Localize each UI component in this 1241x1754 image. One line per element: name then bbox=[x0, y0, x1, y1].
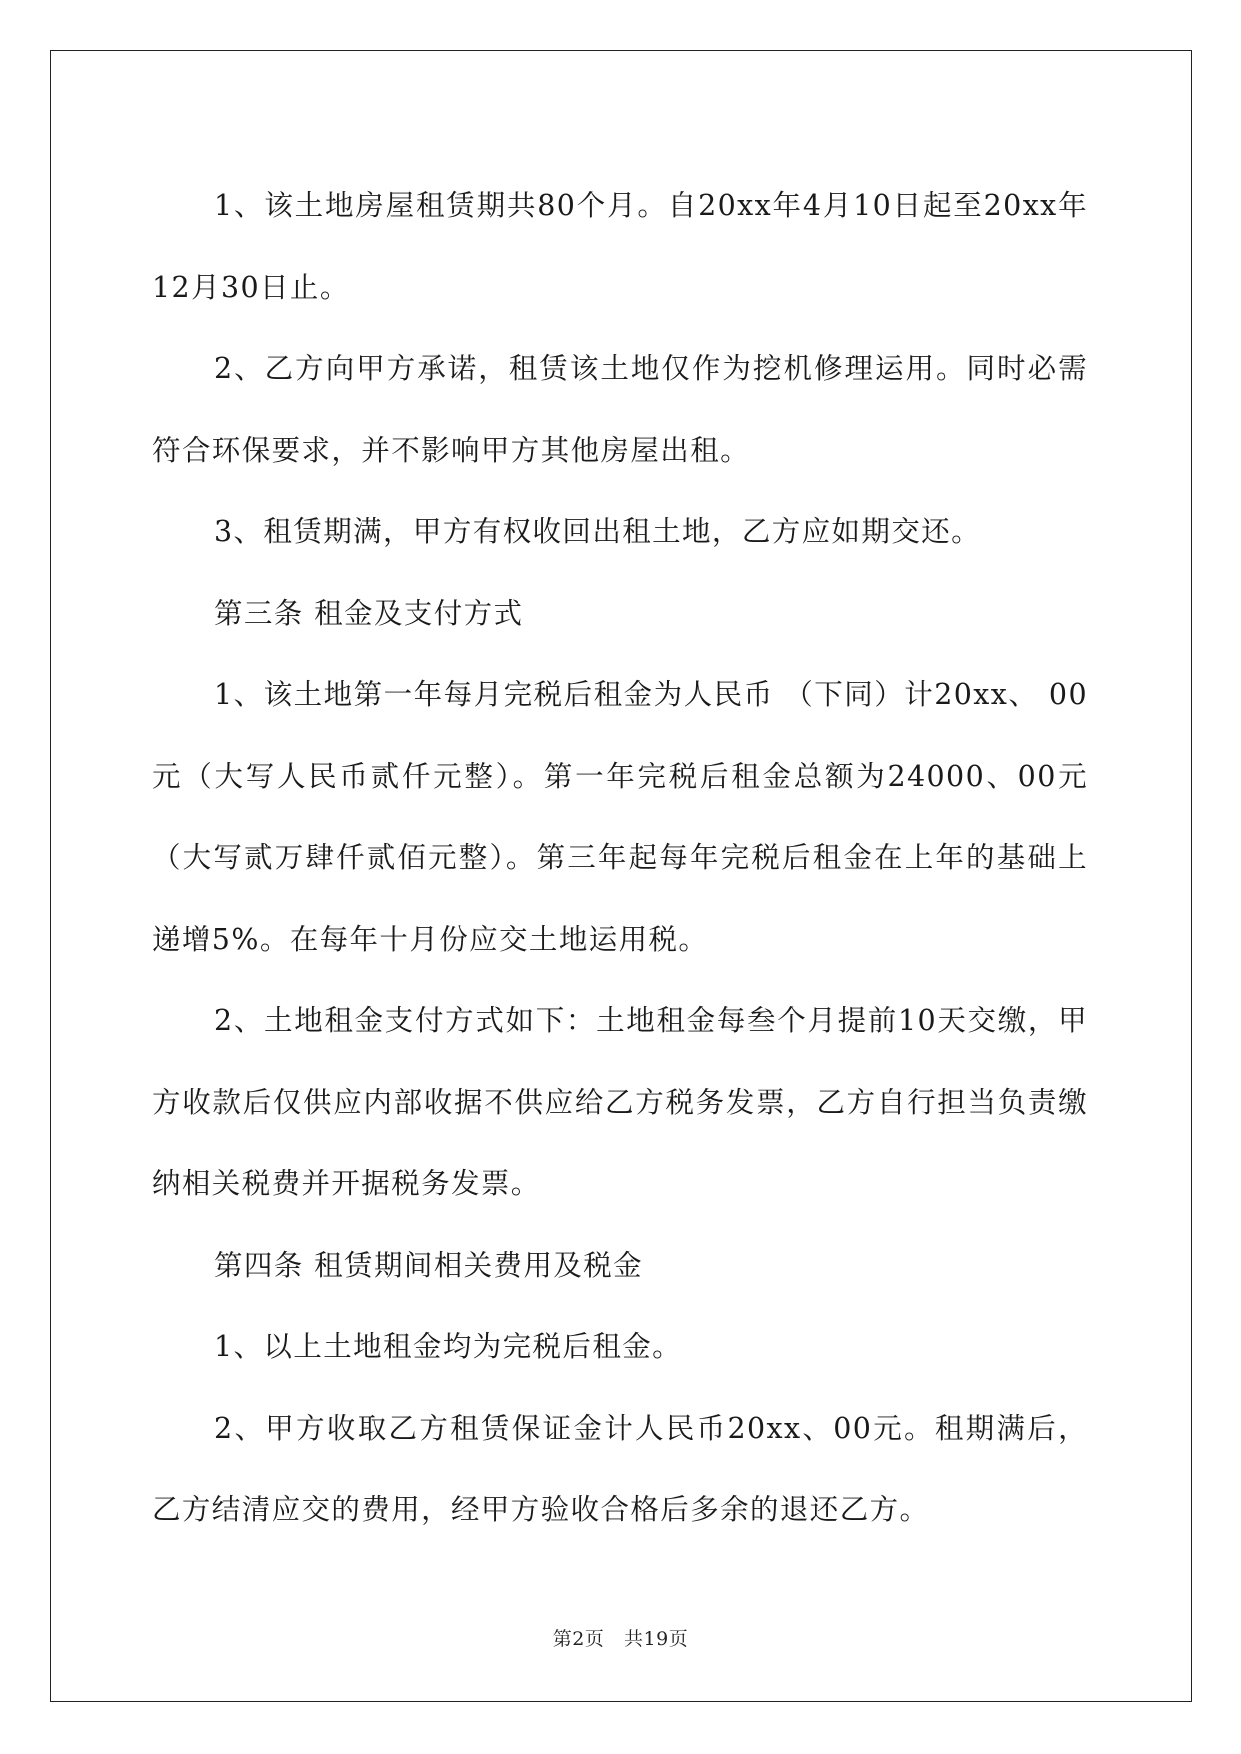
section-heading: 第四条 租赁期间相关费用及税金 bbox=[214, 1248, 644, 1282]
clause-paragraph: 1、该土地第一年每月完税后租金为人民币 （下同）计20xx、 00元（大写人民币贰仟元整）。第一年完税后租金总额为24000、00元（大写贰万肆仟贰佰元整）。第三年起每年完税后租金在上年的基础上递增5%。在每年十月份应交土地运用税。 bbox=[152, 678, 1088, 956]
total-pages: 共19页 bbox=[624, 1628, 689, 1650]
document-body bbox=[152, 165, 1088, 1551]
section-heading: 第三条 租金及支付方式 bbox=[214, 596, 524, 630]
clause-paragraph: 1、以上土地租金均为完税后租金。 bbox=[214, 1330, 683, 1363]
page-number: 第2页 bbox=[552, 1628, 605, 1650]
clause-paragraph: 2、甲方收取乙方租赁保证金计人民币20xx、00元。租期满后，乙方结清应交的费用，经甲方验收合格后多余的退还乙方。 bbox=[152, 1411, 1088, 1526]
clause-paragraph: 2、土地租金支付方式如下：土地租金每叁个月提前10天交缴，甲方收款后仅供应内部收据不供应给乙方税务发票，乙方自行担当负责缴纳相关税费并开据税务发票。 bbox=[152, 1004, 1088, 1200]
clause-paragraph: 1、该土地房屋租赁期共80个月。自20xx年4月10日起至20xx年12月30日止。 bbox=[152, 189, 1088, 304]
page-footer bbox=[0, 1624, 1241, 1651]
clause-paragraph: 2、乙方向甲方承诺，租赁该土地仅作为挖机修理运用。同时必需符合环保要求，并不影响甲方其他房屋出租。 bbox=[152, 352, 1088, 467]
clause-paragraph: 3、租赁期满，甲方有权收回出租土地，乙方应如期交还。 bbox=[214, 515, 982, 548]
